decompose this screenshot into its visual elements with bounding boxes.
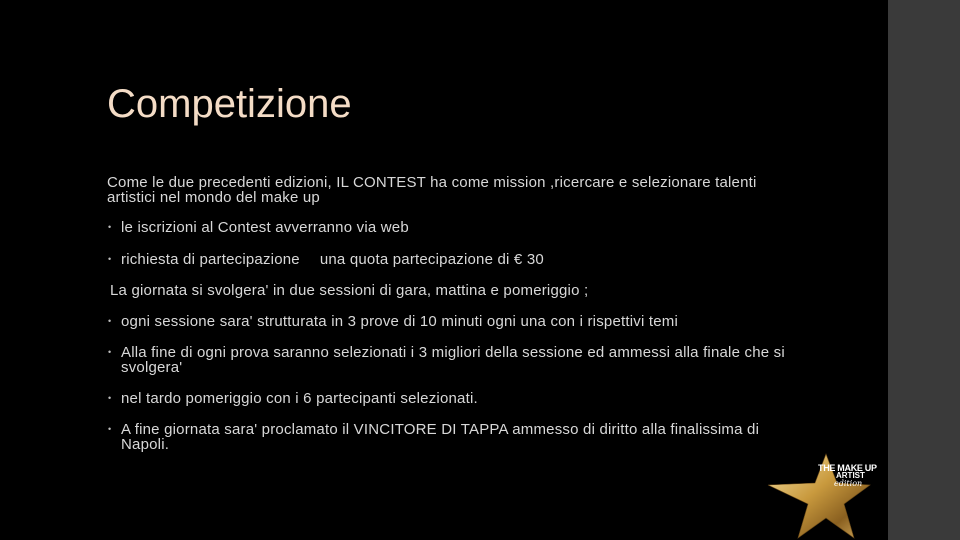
- bullet-item: [107, 391, 787, 406]
- bullet-item: [107, 422, 787, 452]
- bullet-icon: •: [108, 254, 112, 264]
- bullet-item: [107, 314, 787, 329]
- logo-text: [818, 464, 878, 488]
- bullet-text: le iscrizioni al Contest avverranno via web: [121, 219, 409, 236]
- bullet-item: [107, 220, 787, 235]
- bullet-icon: •: [108, 347, 112, 357]
- bullet-icon: •: [108, 393, 112, 403]
- bullet-item: [107, 252, 787, 267]
- bullet-text: nel tardo pomeriggio con i 6 partecipanti selezionati.: [121, 390, 478, 407]
- bullet-item: [107, 345, 787, 375]
- bullet-icon: •: [108, 222, 112, 232]
- bullet-text: A fine giornata sara' proclamato il VINCITORE DI TAPPA ammesso di diritto alla finalissima di Napoli.: [121, 421, 760, 453]
- logo-line-3: edition: [834, 479, 863, 488]
- logo-line-1: THE MAKE UP: [818, 463, 877, 473]
- slide-title: Competizione: [107, 82, 352, 126]
- side-panel: [888, 0, 960, 540]
- slide-body: [107, 175, 787, 452]
- intro-paragraph: Come le due precedenti edizioni, IL CONTEST ha come mission ,ricercare e selezionare talenti artistici nel mondo del make up: [107, 174, 757, 206]
- bullet-icon: •: [108, 424, 112, 434]
- bullet-text: Alla fine di ogni prova saranno selezionati i 3 migliori della sessione ed ammessi alla finale che si svolgera': [121, 344, 785, 376]
- bullet-text-right: una quota partecipazione di € 30: [319, 251, 544, 268]
- bullet-icon: •: [108, 316, 112, 326]
- bullet-text-left: richiesta di partecipazione: [121, 251, 300, 268]
- bullet-text: ogni sessione sara' strutturata in 3 prove di 10 minuti ogni una con i rispettivi temi: [121, 313, 679, 330]
- session-paragraph: La giornata si svolgera' in due sessioni di gara, mattina e pomeriggio ;: [110, 282, 589, 299]
- logo-line-2: ARTIST: [836, 471, 865, 480]
